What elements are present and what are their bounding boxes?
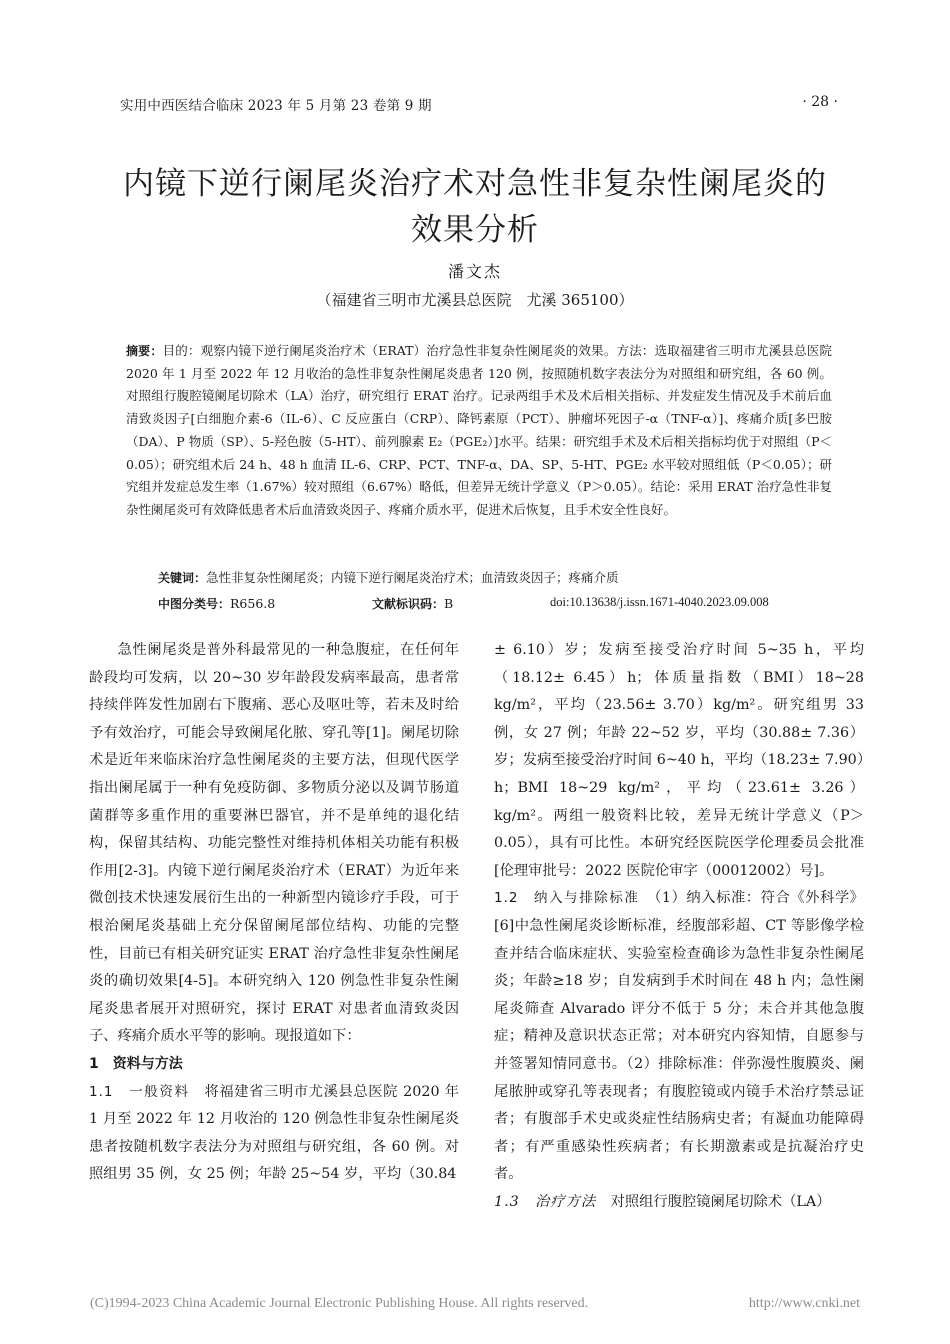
section-1-1-heading: 1.1 一般资料 <box>89 1083 190 1100</box>
body-column-left <box>89 637 459 1189</box>
clc-label: 中图分类号： <box>158 597 231 611</box>
abstract-text: 目的：观察内镜下逆行阑尾炎治疗术（ERAT）治疗急性非复杂性阑尾炎的效果。方法：选取福建省三明市尤溪县总医院 2020 年 1 月至 2022 年 12 月收治的急性非复杂性阑尾炎患者 120 例，按照随机数字表法分为对照组和研究组，各 60 例。对照组行腹腔镜阑尾切除术（LA）治疗，研究组行 ERAT 治疗。记录两组手术及术后相关指标、并发症发生情况及手术前后血清致炎因子[白细胞介素-6（IL-6）、C 反应蛋白（CRP）、降钙素原（PCT）、肿瘤坏死因子-α（TNF-α）]、疼痛介质[多巴胺（DA）、P 物质（SP）、5-羟色胺（5-HT）、前列腺素 E₂（PGE₂）]水平。结果：研究组手术及术后相关指标均优于对照组（P＜0.05）；研究组术后 24 h、48 h 血清 IL-6、CRP、PCT、TNF-α、DA、SP、5-HT、PGE₂ 水平较对照组低（P＜0.05）；研究组并发症总发生率（1.67%）较对照组（6.67%）略低，但差异无统计学意义（P＞0.05）。结论：采用 ERAT 治疗急性非复杂性阑尾炎可有效降低患者术后血清致炎因子、疼痛介质水平，促进术后恢复，且手术安全性良好。 <box>126 343 832 517</box>
journal-name: 实用中西医结合临床 2023 年 5 月第 23 卷第 9 期 <box>120 98 432 114</box>
keywords-label: 关键词： <box>158 571 207 585</box>
document-code <box>372 595 453 612</box>
section-1-2-text: （1）纳入标准：符合《外科学》[6]中急性阑尾炎诊断标准，经腹部彩超、CT 等影像学检查并结合临床症状、实验室检查确诊为急性非复杂性阑尾炎；年龄≥18 岁；自发病到手术时间在 48 h 内；急性阑尾炎筛查 Alvarado 评分不低于 5 分；未合并其他急腹症；精神及意识状态正常；对本研究内容知情，自愿参与并签署知情同意书。（2）排除标准：伴弥漫性腹膜炎、阑尾脓肿或穿孔等表现者；有腹腔镜或内镜手术治疗禁忌证者；有腹部手术史或炎症性结肠病史者；有凝血功能障碍者；有严重感染性疾病者；有长期激素或是抗凝治疗史者。 <box>494 890 864 1183</box>
abstract <box>126 340 832 522</box>
abstract-label: 摘要： <box>126 344 163 358</box>
intro-paragraph: 急性阑尾炎是普外科最常见的一种急腹症，在任何年龄段均可发病，以 20~30 岁年龄段发病率最高，患者常持续伴阵发性加剧右下腹痛、恶心及呕吐等，若未及时给予有效治疗，可能会导致阑尾化脓、穿孔等[1]。阑尾切除术是近年来临床治疗急性阑尾炎的主要方法，但现代医学指出阑尾属于一种有免疫防御、多物质分泌以及调节肠道菌群等多重作用的重要淋巴器官，并不是单纯的退化结构，保留其结构、功能完整性对维持机体相关功能有积极作用[2-3]。内镜下逆行阑尾炎治疗术（ERAT）为近年来微创技术快速发展衍生出的一种新型内镜诊疗手段，可于根治阑尾炎基础上充分保留阑尾部位结构、功能的完整性，目前已有相关研究证实 ERAT 治疗急性非复杂性阑尾炎的确切效果[4-5]。本研究纳入 120 例急性非复杂性阑尾炎患者展开对照研究，探讨 ERAT 对患者血清致炎因子、疼痛介质水平等的影响。现报道如下： <box>89 642 459 1045</box>
title-line-1: 内镜下逆行阑尾炎治疗术对急性非复杂性阑尾炎的 <box>123 165 827 202</box>
section-1-2-heading: 1.2 纳入与排除标准 <box>494 890 640 907</box>
section-1-3-text: 对照组行腹腔镜阑尾切除术（LA） <box>596 1193 831 1210</box>
affiliation: （福建省三明市尤溪县总医院 尤溪 365100） <box>316 291 634 309</box>
section-1-1-continued: ± 6.10）岁；发病至接受治疗时间 5~35 h，平均（18.12± 6.45）h；体质量指数（BMI）18~28 kg/m²，平均（23.56± 3.70）kg/m²。研究组男 33 例，女 27 例；年龄 22~52 岁，平均（30.88± 7.36）岁；发病至接受治疗时间 6~40 h，平均（18.23± 7.90）h；BMI 18~29 kg/m²，平均（23.61± 3.26）kg/m²。两组一般资料比较，差异无统计学意义（P＞0.05），具有可比性。本研究经医院医学伦理委员会批准[伦理审批号：2022 医院伦审字（00012002）号]。 <box>494 642 864 879</box>
copyright-notice: (C)1994-2023 China Academic Journal Electronic Publishing House. All rights reserved. <box>90 1296 589 1311</box>
author: 潘文杰 <box>447 262 502 281</box>
running-header <box>120 94 838 116</box>
page-number: · 28 · <box>802 94 838 110</box>
section-1-3-paragraph <box>494 1189 864 1217</box>
keywords <box>158 568 619 586</box>
article-title <box>60 161 890 253</box>
doc-code-value: B <box>444 596 454 611</box>
section-1-3-heading: 1.3 治疗方法 <box>494 1193 597 1210</box>
section-1-heading: 1 资料与方法 <box>89 1055 183 1072</box>
section-1-2-paragraph <box>494 885 864 1189</box>
classification-row <box>158 595 840 615</box>
clc-number <box>158 595 275 612</box>
doc-code-label: 文献标识码： <box>372 597 445 611</box>
body-column-right <box>494 637 864 1216</box>
section-1-1-paragraph <box>89 1079 459 1189</box>
cnki-url[interactable]: http://www.cnki.net <box>748 1296 860 1311</box>
keywords-text: 急性非复杂性阑尾炎；内镜下逆行阑尾炎治疗术；血清致炎因子；疼痛介质 <box>206 570 619 585</box>
doi: doi:10.13638/j.issn.1671-4040.2023.09.008 <box>550 595 769 609</box>
title-line-2: 效果分析 <box>411 211 539 248</box>
clc-value: R656.8 <box>230 596 276 611</box>
section-1-1-text: 将福建省三明市尤溪县总医院 2020 年 1 月至 2022 年 12 月收治的 120 例急性非复杂性阑尾炎患者按随机数字表法分为对照组与研究组，各 60 例。对照组男 35 例，女 25 例；年龄 25~54 岁，平均（30.84 <box>89 1083 459 1183</box>
